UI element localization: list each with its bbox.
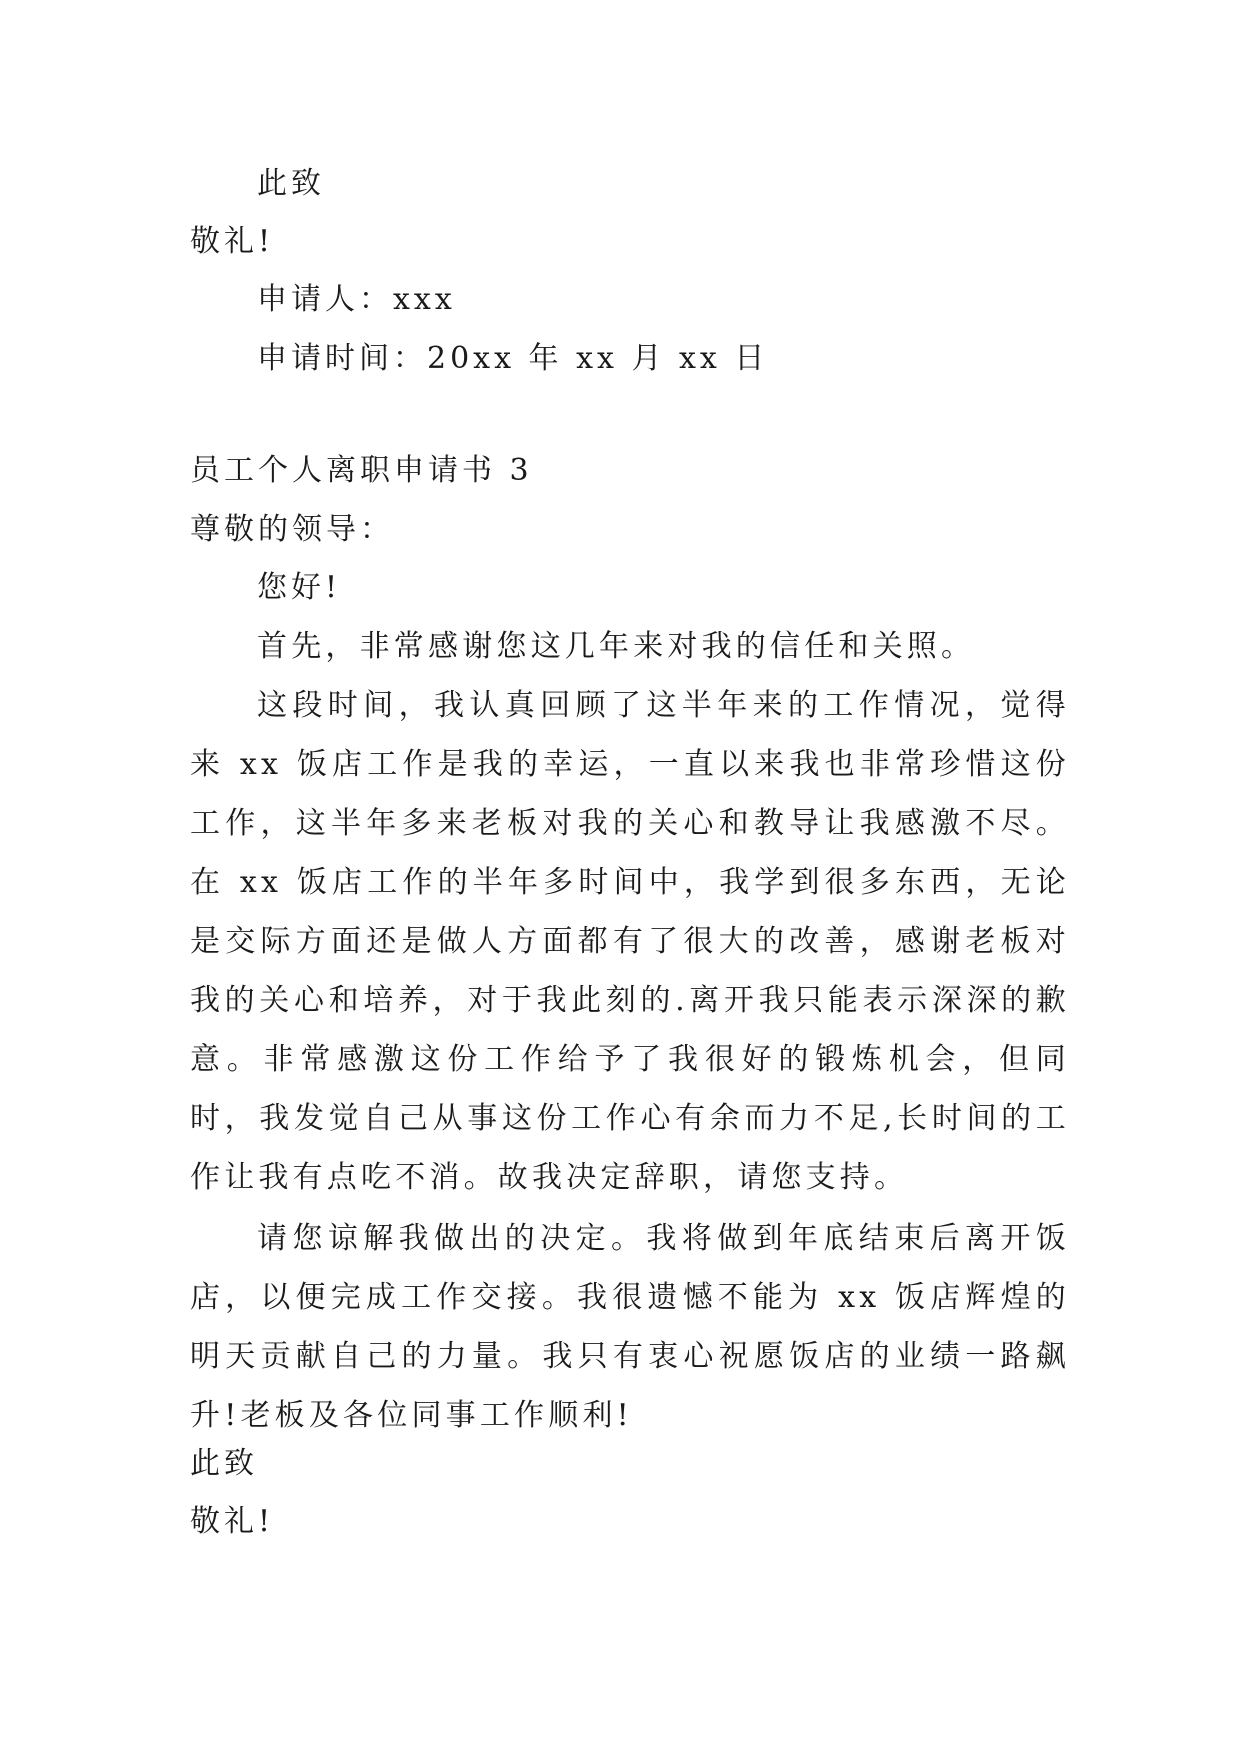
applicant-line: 申请人：xxx	[257, 282, 456, 317]
hello-line: 您好!	[257, 570, 342, 605]
paragraph-closing-remarks: 请您谅解我做出的决定。我将做到年底结束后离开饭店，以便完成工作交接。我很遗憾不能为 xx 饭店辉煌的明天贡献自己的力量。我只有衷心祝愿饭店的业绩一路飙升!老板及各位同事工作顺利!	[190, 1221, 1070, 1433]
section-title: 员工个人离职申请书 3	[190, 453, 533, 488]
salute-text: 敬礼!	[190, 224, 275, 259]
closing-text: 此致	[257, 166, 325, 201]
closing-text-2: 此致	[190, 1446, 258, 1481]
salute-text-2: 敬礼!	[190, 1504, 275, 1539]
greeting-line: 尊敬的领导：	[190, 512, 394, 547]
application-date-line: 申请时间：20xx 年 xx 月 xx 日	[257, 341, 769, 376]
paragraph-thanks: 首先，非常感谢您这几年来对我的信任和关照。	[257, 629, 976, 664]
paragraph-body: 这段时间，我认真回顾了这半年来的工作情况，觉得来 xx 饭店工作是我的幸运，一直以来我也非常珍惜这份工作，这半年多来老板对我的关心和教导让我感激不尽。在 xx 饭店工作的半年多时间中，我学到很多东西，无论是交际方面还是做人方面都有了很大的改善，感谢老板对我的关心和培养，对于我此刻的.离开我只能表示深深的歉意。非常感激这份工作给予了我很好的锻炼机会，但同时，我发觉自己从事这份工作心有余而力不足,长时间的工作让我有点吃不消。故我决定辞职，请您支持。	[190, 688, 1070, 1195]
